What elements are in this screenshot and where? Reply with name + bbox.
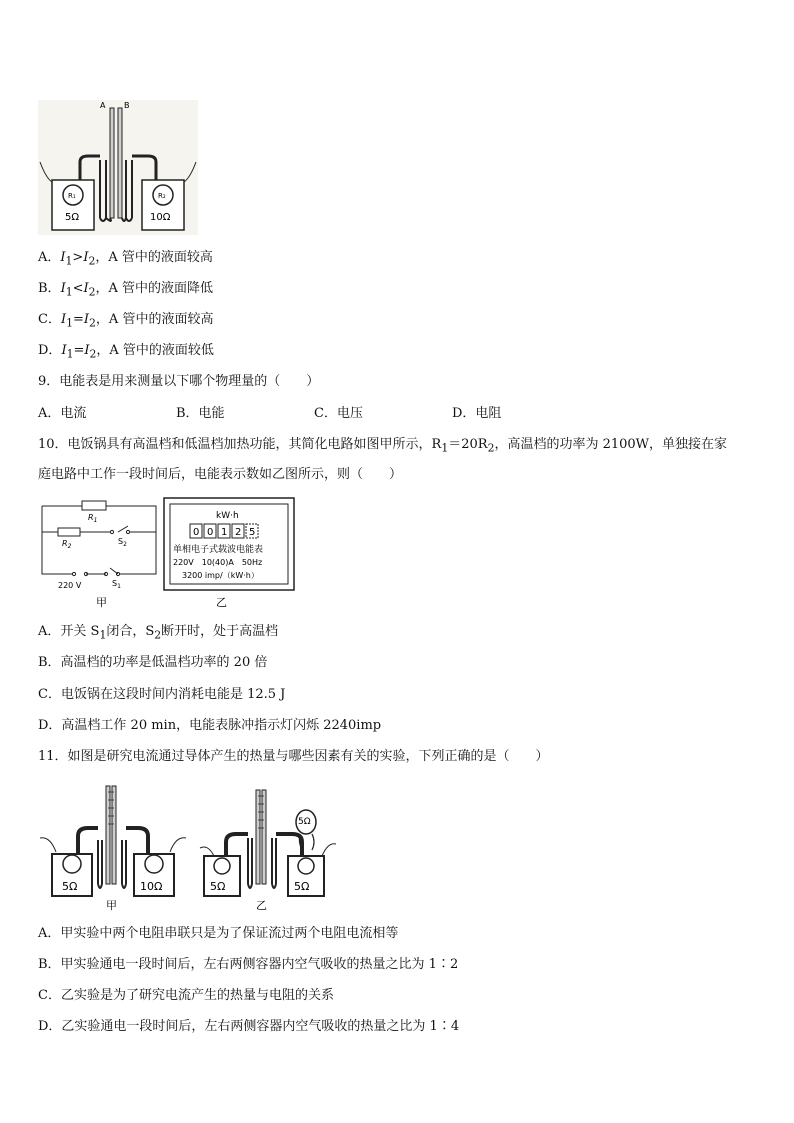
q11-option-d: D．乙实验通电一段时间后，左右两侧容器内空气吸收的热量之比为 1∶4 (38, 1019, 460, 1034)
q8-r2-value: 10Ω (150, 212, 171, 223)
q11-yi-r-top: 5Ω (298, 817, 311, 827)
q9-option-a: A．电流 (38, 406, 87, 421)
q10-meter-digit: 0 (193, 527, 200, 538)
q9-option-c: C．电压 (314, 406, 363, 421)
q10-option-c: C．电饭锅在这段时间内消耗电能是 12.5 J (38, 687, 286, 702)
q10-meter-line1: 单相电子式载波电能表 (173, 545, 264, 555)
q8-option-d: D．$I_1=I_2$，A 管中的液面较低 (38, 343, 214, 361)
q10-caption-jia: 甲 (96, 596, 107, 609)
q10-meter-digit: 5 (249, 527, 256, 538)
q8-figure (38, 100, 198, 235)
q11-option-b: B．甲实验通电一段时间后，左右两侧容器内空气吸收的热量之比为 1∶2 (38, 957, 459, 972)
q9-option-b: B．电能 (176, 406, 225, 421)
q11-option-c: C．乙实验是为了研究电流产生的热量与电阻的关系 (38, 988, 334, 1003)
svg-text:R1: $R_1$ (88, 513, 98, 524)
q11-figure-jia (38, 784, 188, 914)
q11-figure-yi (198, 784, 338, 914)
q11-option-a: A．甲实验中两个电阻串联只是为了保证流过两个电阻电流相等 (38, 926, 399, 941)
svg-text:S2: $S_2$ (118, 537, 127, 548)
q8-label-a: A (100, 101, 106, 110)
q8-r1-value: 5Ω (65, 212, 80, 223)
q8-option-a: A．$I_1>I_2$，A 管中的液面较高 (38, 250, 213, 268)
q8-option-c: C．$I_1=I_2$，A 管中的液面较高 (38, 312, 214, 330)
q10-option-a: A．开关 $S_1$闭合，$S_2$断开时，处于高温档 (38, 624, 279, 642)
q10-meter-line3: 3200 imp/（kW·h） (182, 571, 259, 580)
q11-jia-r-left: 5Ω (62, 880, 78, 893)
q10-stem-line1: 10．电饭锅具有高温档和低温档加热功能，其简化电路如图甲所示，$R_1=20R_2$，高温档的功率为 2100W，单独接在家 (38, 437, 728, 455)
q10-meter-figure (162, 496, 298, 611)
svg-text:S1: $S_1$ (112, 579, 121, 590)
q10-caption-yi: 乙 (216, 596, 227, 609)
q9-option-d: D．电阻 (452, 406, 502, 421)
q10-option-b: B．高温档的功率是低温档功率的 20 倍 (38, 655, 268, 670)
q9-stem: 9．电能表是用来测量以下哪个物理量的（ ） (38, 374, 320, 389)
q10-meter-digit: 2 (235, 527, 242, 538)
q11-stem: 11．如图是研究电流通过导体产生的热量与哪些因素有关的实验，下列正确的是（ ） (38, 749, 549, 764)
q11-yi-r-left: 5Ω (210, 880, 226, 893)
q10-meter-line2: 220V 10(40)A 50Hz (173, 558, 263, 567)
q8-option-b: B．$I_1<I_2$，A 管中的液面降低 (38, 281, 214, 299)
q8-r2-label: R₂ (158, 192, 166, 200)
q10-meter-unit: kW·h (216, 511, 239, 521)
q10-circuit-figure (38, 496, 160, 611)
q11-caption-jia: 甲 (106, 899, 117, 912)
q10-stem-line2: 庭电路中工作一段时间后，电能表示数如乙图所示，则（ ） (38, 467, 403, 482)
q8-r1-label: R₁ (68, 192, 76, 200)
q10-meter-digit: 0 (207, 527, 214, 538)
q10-voltage: 220 V (58, 581, 82, 590)
svg-text:R2: $R_2$ (62, 539, 72, 550)
q10-meter-digit: 1 (221, 527, 228, 538)
q11-caption-yi: 乙 (256, 899, 267, 912)
q8-label-b: B (124, 101, 130, 110)
q11-jia-r-right: 10Ω (140, 880, 163, 893)
q10-option-d: D．高温档工作 20 min，电能表脉冲指示灯闪烁 2240imp (38, 718, 382, 733)
q11-yi-r-right: 5Ω (294, 880, 310, 893)
